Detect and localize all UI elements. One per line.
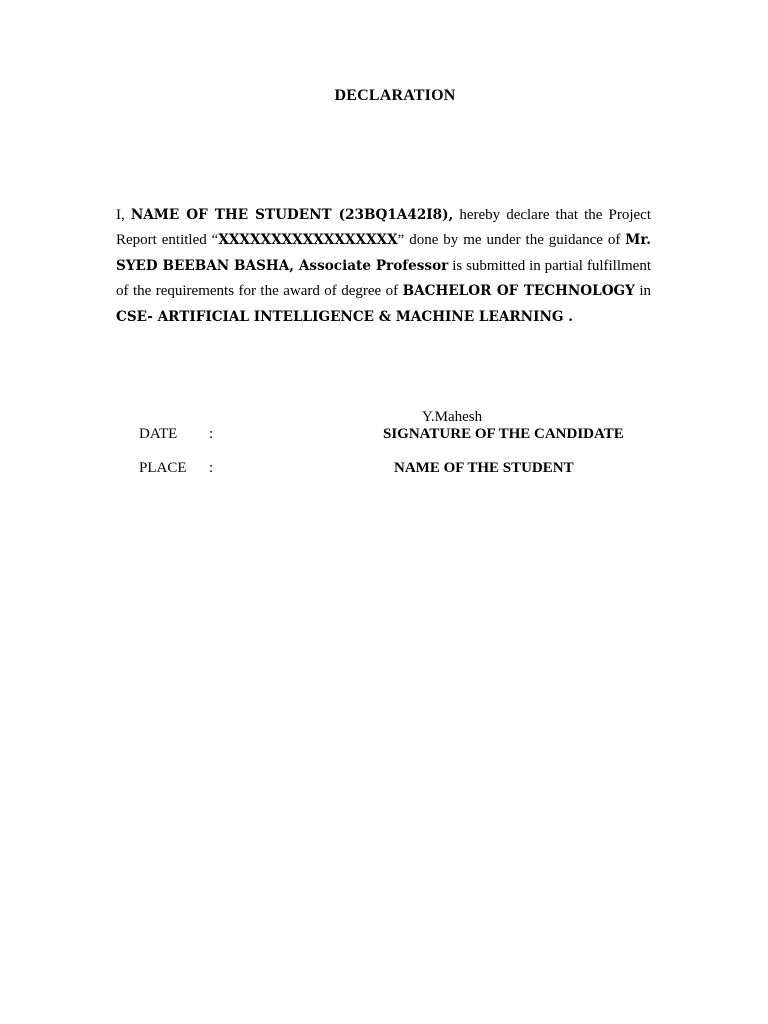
paragraph-text: hereby declare that the Project Report entitled “ [116, 207, 651, 249]
page-title: DECLARATION [334, 87, 456, 104]
paragraph-text: is submitted in partial fulfillment of the requirements for the award of degree of [116, 257, 651, 300]
paragraph-text: in [634, 283, 651, 300]
paragraph-text: I, [116, 207, 131, 223]
date-colon: : [209, 426, 214, 442]
declaration-paragraph [116, 203, 651, 330]
place-colon: : [209, 460, 214, 476]
student-name-caption: NAME OF THE STUDENT [394, 460, 574, 476]
signature-caption: SIGNATURE OF THE CANDIDATE [383, 426, 624, 442]
signature-name: Y.Mahesh [422, 409, 483, 425]
date-label: DATE [139, 426, 178, 442]
guide-name: Mr. SYED BEEBAN BASHA, Associate Professor [116, 232, 651, 274]
student-name-id: NAME OF THE STUDENT (23BQ1A42I8), [130, 207, 454, 223]
branch-name: CSE- ARTIFICIAL INTELLIGENCE & MACHINE LEARNING . [116, 308, 573, 325]
degree-name: BACHELOR OF TECHNOLOGY [402, 283, 635, 300]
paragraph-text: ” done by me under the guidance of [397, 232, 626, 249]
place-row [139, 460, 219, 477]
date-row [139, 426, 219, 443]
project-title: XXXXXXXXXXXXXXXXX [218, 232, 398, 249]
place-label: PLACE [139, 460, 187, 476]
